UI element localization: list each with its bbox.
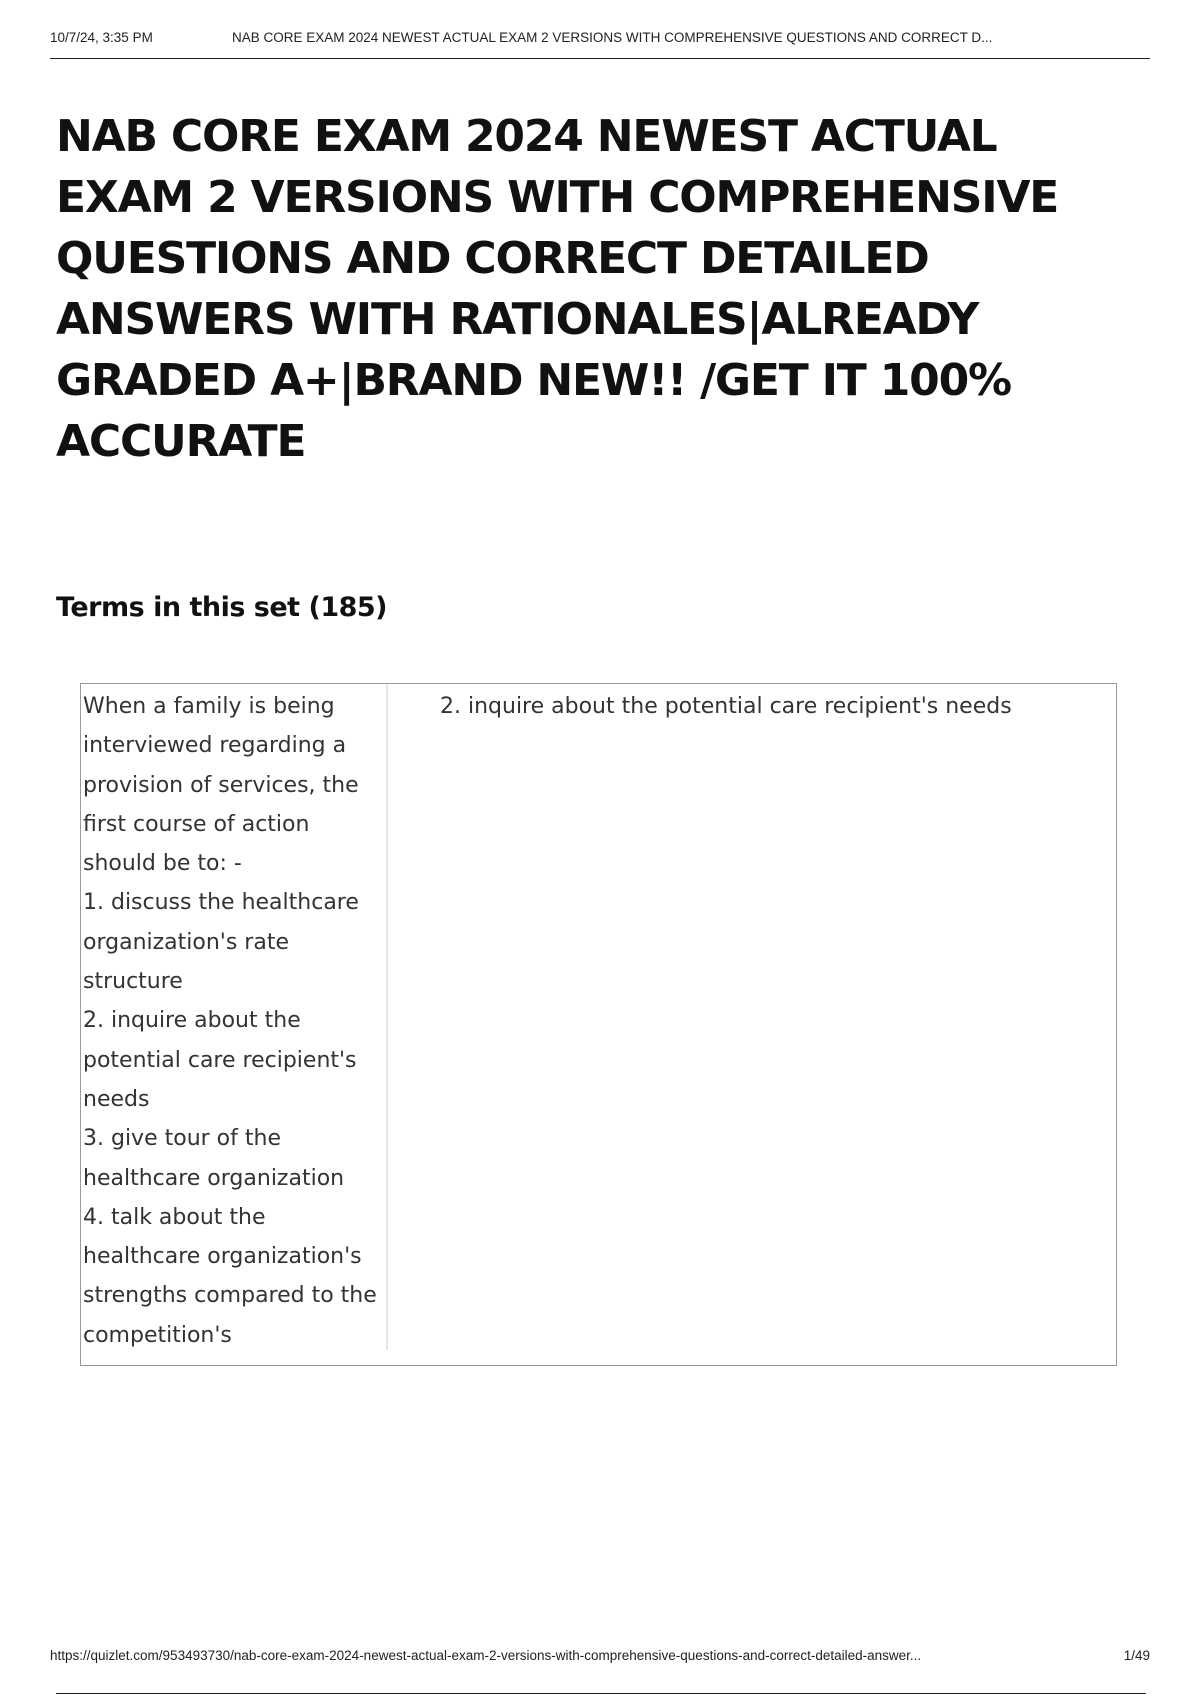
term-card <box>80 683 1117 1366</box>
print-header <box>50 30 1150 59</box>
print-datetime: 10/7/24, 3:35 PM <box>50 30 153 45</box>
footer-divider <box>56 1693 1146 1694</box>
terms-count-heading: Terms in this set (185) <box>56 592 388 623</box>
print-document-title: NAB CORE EXAM 2024 NEWEST ACTUAL EXAM 2 VERSIONS WITH COMPREHENSIVE QUESTIONS AND CORRECT D... <box>232 30 993 45</box>
print-url: https://quizlet.com/953493730/nab-core-exam-2024-newest-actual-exam-2-versions-with-comprehensive-questions-and-correct-detailed-answer... <box>50 1648 922 1663</box>
term-answer: 2. inquire about the potential care recipient's needs <box>440 694 1012 719</box>
page-title: NAB CORE EXAM 2024 NEWEST ACTUAL EXAM 2 VERSIONS WITH COMPREHENSIVE QUESTIONS AND CORRECT DETAILED ANSWERS WITH RATIONALES|ALREADY GRADED A+|BRAND NEW!! /GET IT 100% ACCURATE <box>56 111 1059 467</box>
page-number: 1/49 <box>1123 1648 1150 1663</box>
term-question: When a family is being interviewed regarding a provision of services, the first course of action should be to: - 1. discuss the healthcare organization's rate structure 2. inquire about the potential care recipient's needs 3. give tour of the healthcare organization 4. talk about the healthcare organization's strengths compared to the competition's <box>81 684 388 1350</box>
